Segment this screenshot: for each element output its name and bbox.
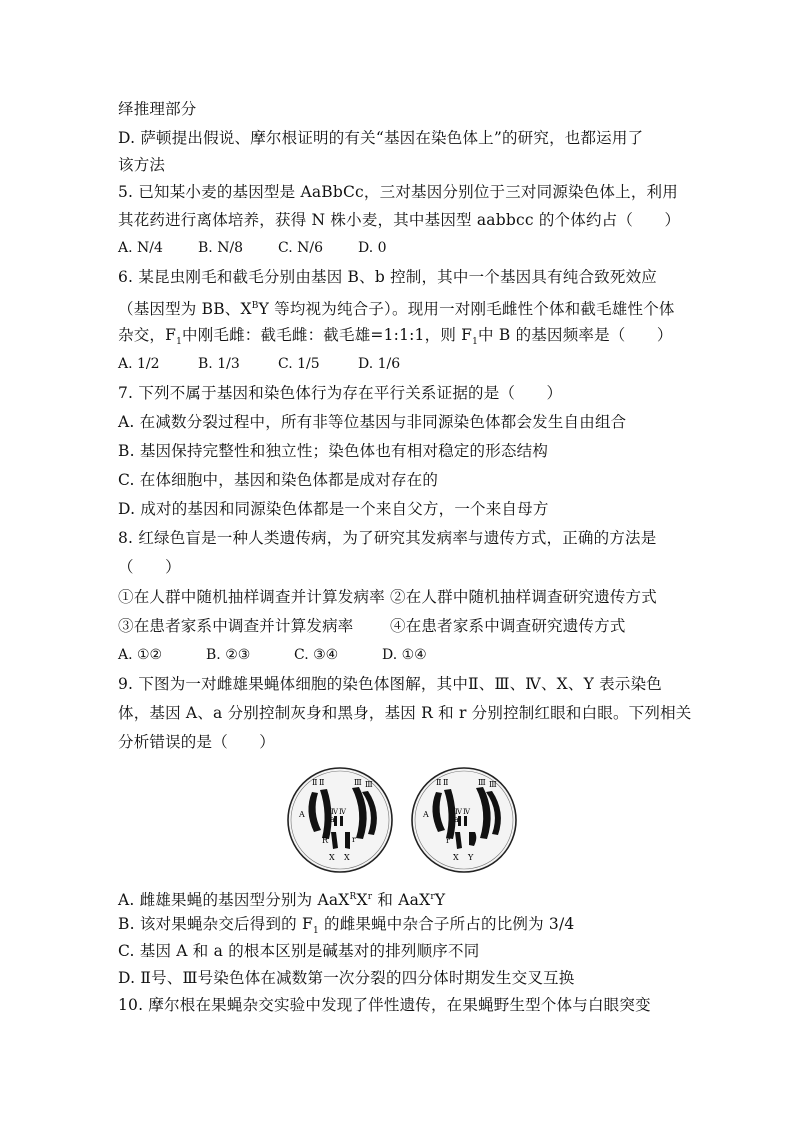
chromosome-label: Ⅳ: [463, 808, 470, 816]
question-8-options: [118, 645, 427, 665]
chromosome-label: Ⅱ: [319, 778, 325, 787]
option: B. ②③: [206, 647, 251, 663]
question-7-option-c: C. 在体细胞中，基因和染色体都是成对存在的: [118, 471, 439, 489]
question-7-option-d: D. 成对的基因和同源染色体都是一个来自父方，一个来自母方: [118, 500, 549, 518]
question-7-option-a: A. 在减数分裂过程中，所有非等位基因与非同源染色体都会发生自由组合: [118, 413, 627, 431]
female-cell: [288, 768, 392, 872]
gene-label: R: [322, 836, 329, 845]
option: D. 0: [358, 240, 387, 256]
text-run: Y: [434, 891, 446, 910]
text-run: 中刚毛雌：截毛雌：截毛雄=1:1:1，则 F: [182, 326, 473, 344]
chromosome-iv: [340, 816, 343, 826]
male-cell: [412, 768, 516, 872]
option: B. N/8: [198, 240, 244, 256]
text-run: 杂交，F: [118, 326, 177, 344]
question-6-stem-cont: [118, 296, 675, 319]
question-9-stem-cont: 体，基因 A、a 分别控制灰身和黑身，基因 R 和 r 分别控制红眼和白眼。下列相关: [118, 704, 692, 722]
chromosome-label: Ⅱ: [312, 778, 318, 787]
option: C. N/6: [278, 240, 323, 256]
text-run: 中 B 的基因频率是（ ）: [478, 326, 673, 344]
superscript: r: [430, 892, 435, 902]
option: A. N/4: [118, 240, 163, 256]
chromosome-label: Ⅳ: [455, 808, 462, 816]
sex-chromosome-label: X: [344, 853, 350, 862]
gene-label: a: [330, 815, 335, 824]
question-9-option-d: D. Ⅱ号、Ⅲ号染色体在减数第一次分裂的四分体时期发生交叉互换: [118, 969, 575, 987]
text-line: 绎推理部分: [118, 100, 197, 118]
subscript: 1: [176, 337, 182, 348]
text-run: Y 等均视为纯合子）。现用一对刚毛雌性个体和截毛雄性个体: [258, 300, 675, 319]
text-run: A. 雌雄果蝇的基因型分别为 AaX: [118, 891, 350, 910]
question-8-stem-cont: （ ）: [118, 558, 181, 576]
chromosome-label: Ⅳ: [339, 808, 346, 816]
question-7-stem: 7. 下列不属于基因和染色体行为存在平行关系证据的是（ ）: [118, 384, 563, 402]
question-9-stem: 9. 下图为一对雌雄果蝇体细胞的染色体图解，其中Ⅱ、Ⅲ、Ⅳ、X、Y 表示染色: [118, 675, 662, 693]
question-8-statements: ③在患者家系中调查并计算发病率 ④在患者家系中调查研究遗传方式: [118, 617, 626, 635]
question-6-stem: 6. 某昆虫刚毛和截毛分别由基因 B、b 控制，其中一个基因具有纯合致死效应: [118, 268, 657, 286]
text-run: （基因型为 BB、X: [118, 300, 252, 319]
chromosome-label: Ⅲ: [489, 780, 497, 789]
gene-label: r: [446, 836, 450, 845]
text-run: X: [356, 891, 368, 910]
text-run: 和 AaX: [372, 891, 431, 910]
text-line: D. 萨顿提出假说、摩尔根证明的有关“基因在染色体上”的研究，也都运用了: [118, 129, 644, 147]
sex-chromosome-label: X: [329, 853, 335, 862]
gene-label: a: [454, 815, 459, 824]
text-run: B. 该对果蝇杂交后得到的 F: [118, 915, 313, 933]
chromosome-label: Ⅲ: [478, 778, 486, 787]
superscript: R: [349, 892, 357, 902]
text-line: 该方法: [118, 156, 166, 174]
question-6-options: [118, 354, 400, 374]
question-5-stem: 5. 已知某小麦的基因型是 AaBbCc，三对基因分别位于三对同源染色体上，利用: [118, 183, 678, 201]
question-9-option-a: [118, 887, 445, 910]
option: A. ①②: [118, 647, 163, 663]
question-9-stem-cont: 分析错误的是（ ）: [118, 733, 276, 751]
sex-chromosome-label: Y: [468, 853, 474, 862]
question-7-option-b: B. 基因保持完整性和独立性；染色体也有相对稳定的形态结构: [118, 442, 549, 460]
subscript: 1: [312, 926, 319, 937]
chromosome-label: Ⅲ: [354, 778, 362, 787]
option: A. 1/2: [118, 356, 160, 372]
option: C. 1/5: [278, 356, 320, 372]
question-9-option-c: C. 基因 A 和 a 的根本区别是碱基对的排列顺序不同: [118, 942, 480, 960]
question-6-stem-cont: [118, 325, 673, 352]
gene-label: r: [352, 835, 356, 844]
question-9-option-b: [118, 914, 574, 941]
chromosome-x: [345, 832, 350, 849]
option: D. 1/6: [358, 356, 401, 372]
chromosome-label: Ⅱ: [443, 778, 449, 787]
option: D. ①④: [382, 647, 427, 663]
superscript: B: [251, 301, 259, 311]
chromosome-label: Ⅱ: [436, 778, 442, 787]
chromosome-iv: [464, 816, 467, 826]
chromosome-label: Ⅳ: [331, 808, 338, 816]
question-8-stem: 8. 红绿色盲是一种人类遗传病，为了研究其发病率与遗传方式，正确的方法是: [118, 529, 657, 547]
question-10-stem: 10. 摩尔根在果蝇杂交实验中发现了伴性遗传，在果蝇野生型个体与白眼突变: [118, 996, 651, 1014]
question-8-statements: ①在人群中随机抽样调查并计算发病率 ②在人群中随机抽样调查研究遗传方式: [118, 588, 657, 606]
gene-label: A: [299, 810, 305, 819]
sex-chromosome-label: X: [453, 853, 459, 862]
chromosome-diagram: [284, 766, 520, 874]
text-run: 的雌果蝇中杂合子所占的比例为 3/4: [318, 915, 575, 933]
subscript: 1: [472, 337, 479, 348]
option: B. 1/3: [198, 356, 240, 372]
option: C. ③④: [294, 647, 339, 663]
gene-label: A: [423, 810, 429, 819]
chromosome-label: Ⅲ: [365, 780, 373, 789]
superscript: r: [367, 892, 373, 902]
question-5-options: [118, 238, 387, 258]
question-5-stem-cont: 其花药进行离体培养，获得 N 株小麦，其中基因型 aabbcc 的个体约占（ ）: [118, 211, 681, 229]
